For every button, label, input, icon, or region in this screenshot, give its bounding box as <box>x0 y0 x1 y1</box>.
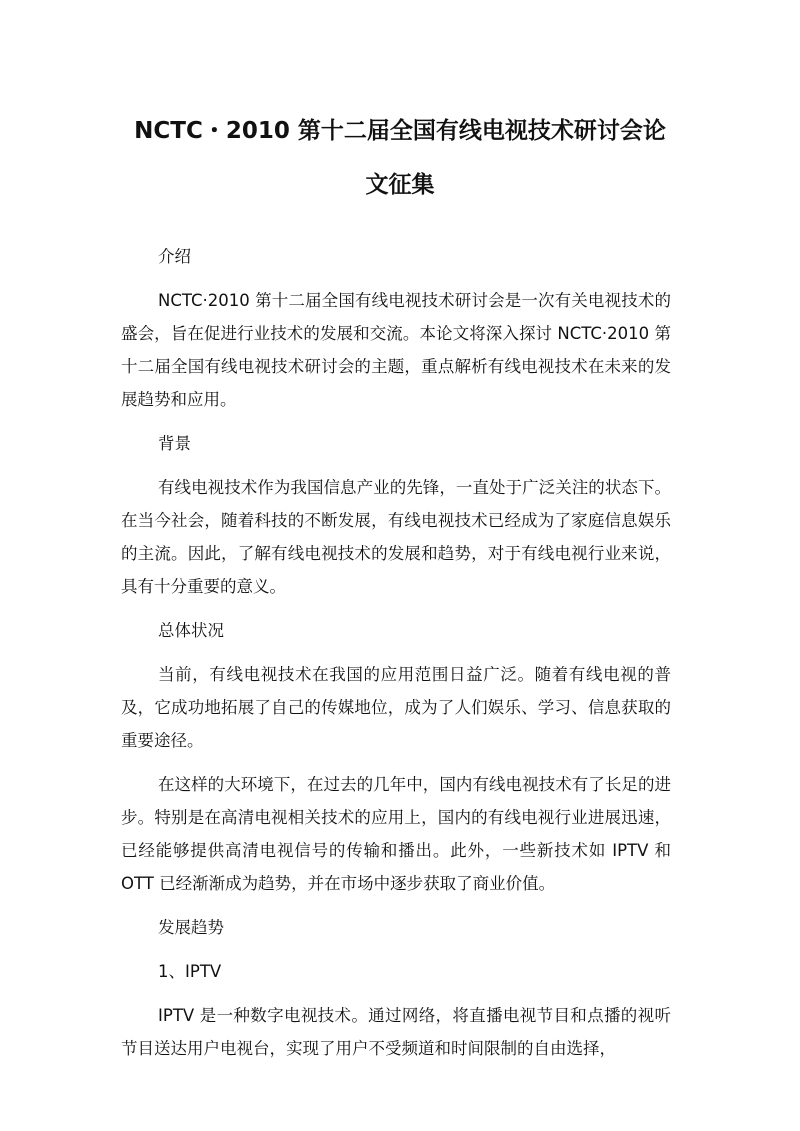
document-title-line-1: NCTC・2010 第十二届全国有线电视技术研讨会论 <box>134 118 666 144</box>
section-heading-intro: 介绍 <box>158 247 191 266</box>
paragraph-iptv: IPTV 是一种数字电视技术。通过网络，将直播电视节目和点播的视听节目送达用户电视台，实现了用户不受频道和时间限制的自由选择， <box>121 1006 671 1058</box>
paragraph-background: 有线电视技术作为我国信息产业的先锋，一直处于广泛关注的状态下。在当今社会，随着科技的不断发展，有线电视技术已经成为了家庭信息娱乐的主流。因此，了解有线电视技术的发展和趋势，对于有线电视行业来说，具有十分重要的意义。 <box>121 478 671 596</box>
paragraph-overview-1: 当前，有线电视技术在我国的应用范围日益广泛。随着有线电视的普及，它成功地拓展了自己的传媒地位，成为了人们娱乐、学习、信息获取的重要途径。 <box>121 665 671 750</box>
paragraph-intro: NCTC·2010 第十二届全国有线电视技术研讨会是一次有关电视技术的盛会，旨在促进行业技术的发展和交流。本论文将深入探讨 NCTC·2010 第十二届全国有线电视技术研讨会的主题，重点解析有线电视技术在未来的发展趋势和应用。 <box>121 291 671 409</box>
subsection-heading-iptv: 1、IPTV <box>158 962 222 981</box>
section-heading-trends: 发展趋势 <box>158 918 224 937</box>
document-title-line-2: 文征集 <box>365 172 435 198</box>
paragraph-overview-2: 在这样的大环境下，在过去的几年中，国内有线电视技术有了长足的进步。特别是在高清电视相关技术的应用上，国内的有线电视行业进展迅速，已经能够提供高清电视信号的传输和播出。此外，一些新技术如 IPTV 和 OTT 已经渐渐成为趋势，并在市场中逐步获取了商业价值。 <box>121 775 671 893</box>
section-heading-overview: 总体状况 <box>158 621 224 640</box>
document-body <box>121 240 671 1076</box>
section-heading-background: 背景 <box>158 434 191 453</box>
